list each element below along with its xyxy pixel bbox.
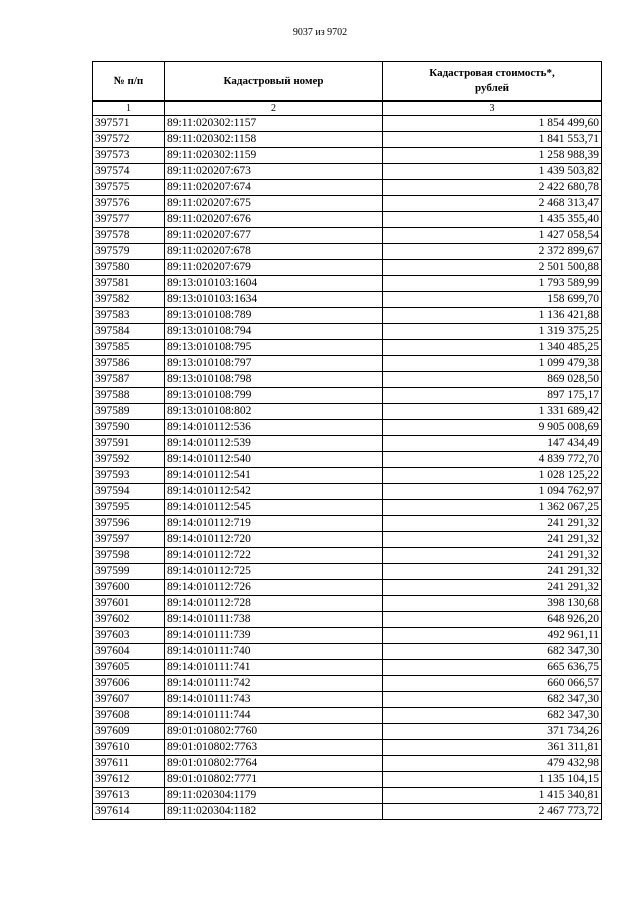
cadastral-number-cell: 89:11:020302:1157 xyxy=(165,116,383,132)
cadastral-number-cell: 89:14:010112:542 xyxy=(165,484,383,500)
table-row xyxy=(93,436,602,452)
row-number-cell: 397578 xyxy=(93,228,165,244)
row-number-cell: 397584 xyxy=(93,324,165,340)
cadastral-number-cell: 89:14:010111:744 xyxy=(165,708,383,724)
cadastral-value-cell: 492 961,11 xyxy=(383,628,602,644)
table-row xyxy=(93,452,602,468)
row-number-cell: 397608 xyxy=(93,708,165,724)
column-number-3: 3 xyxy=(383,101,602,116)
row-number-cell: 397585 xyxy=(93,340,165,356)
cadastral-number-cell: 89:14:010112:545 xyxy=(165,500,383,516)
cadastral-number-cell: 89:14:010112:726 xyxy=(165,580,383,596)
row-number-cell: 397579 xyxy=(93,244,165,260)
cadastral-value-cell: 1 841 553,71 xyxy=(383,132,602,148)
row-number-cell: 397611 xyxy=(93,756,165,772)
cadastral-number-cell: 89:14:010112:536 xyxy=(165,420,383,436)
table-row xyxy=(93,660,602,676)
cadastral-number-cell: 89:13:010108:799 xyxy=(165,388,383,404)
cadastral-number-cell: 89:01:010802:7771 xyxy=(165,772,383,788)
table-row xyxy=(93,644,602,660)
table-row xyxy=(93,132,602,148)
table-row xyxy=(93,628,602,644)
cadastral-number-cell: 89:13:010108:794 xyxy=(165,324,383,340)
cadastral-value-cell: 2 467 773,72 xyxy=(383,804,602,820)
cadastral-number-cell: 89:14:010112:728 xyxy=(165,596,383,612)
cadastral-number-cell: 89:14:010112:539 xyxy=(165,436,383,452)
cadastral-value-cell: 1 094 762,97 xyxy=(383,484,602,500)
row-number-cell: 397600 xyxy=(93,580,165,596)
table-row xyxy=(93,420,602,436)
cadastral-number-cell: 89:11:020207:678 xyxy=(165,244,383,260)
cadastral-number-cell: 89:14:010112:722 xyxy=(165,548,383,564)
row-number-cell: 397610 xyxy=(93,740,165,756)
cadastral-value-cell: 1 258 988,39 xyxy=(383,148,602,164)
table-row xyxy=(93,516,602,532)
cadastral-value-cell: 1 415 340,81 xyxy=(383,788,602,804)
column-number-1: 1 xyxy=(93,101,165,116)
row-number-cell: 397602 xyxy=(93,612,165,628)
row-number-cell: 397596 xyxy=(93,516,165,532)
cadastral-value-cell: 1 362 067,25 xyxy=(383,500,602,516)
cadastral-number-cell: 89:11:020302:1158 xyxy=(165,132,383,148)
table-row xyxy=(93,692,602,708)
table-row xyxy=(93,356,602,372)
cadastral-value-cell: 1 135 104,15 xyxy=(383,772,602,788)
table-row xyxy=(93,324,602,340)
row-number-cell: 397604 xyxy=(93,644,165,660)
table-body xyxy=(93,116,602,820)
table-row xyxy=(93,228,602,244)
cadastral-value-cell: 361 311,81 xyxy=(383,740,602,756)
cadastral-number-cell: 89:14:010111:742 xyxy=(165,676,383,692)
row-number-cell: 397583 xyxy=(93,308,165,324)
cadastral-value-cell: 241 291,32 xyxy=(383,548,602,564)
cadastral-value-cell: 1 340 485,25 xyxy=(383,340,602,356)
table-row xyxy=(93,500,602,516)
cadastral-number-cell: 89:13:010103:1604 xyxy=(165,276,383,292)
cadastral-value-cell: 241 291,32 xyxy=(383,564,602,580)
table-row xyxy=(93,532,602,548)
table-header-row xyxy=(93,62,602,102)
table-row xyxy=(93,580,602,596)
row-number-cell: 397592 xyxy=(93,452,165,468)
table-row xyxy=(93,388,602,404)
table-row xyxy=(93,708,602,724)
row-number-cell: 397586 xyxy=(93,356,165,372)
row-number-cell: 397613 xyxy=(93,788,165,804)
column-number-row xyxy=(93,101,602,116)
cadastral-number-cell: 89:13:010108:789 xyxy=(165,308,383,324)
row-number-cell: 397573 xyxy=(93,148,165,164)
cadastral-value-cell: 398 130,68 xyxy=(383,596,602,612)
row-number-cell: 397606 xyxy=(93,676,165,692)
row-number-cell: 397603 xyxy=(93,628,165,644)
cadastral-value-cell: 1 854 499,60 xyxy=(383,116,602,132)
cadastral-number-cell: 89:11:020302:1159 xyxy=(165,148,383,164)
row-number-cell: 397598 xyxy=(93,548,165,564)
row-number-cell: 397576 xyxy=(93,196,165,212)
cadastral-number-cell: 89:13:010108:802 xyxy=(165,404,383,420)
row-number-cell: 397572 xyxy=(93,132,165,148)
cadastral-number-cell: 89:14:010111:741 xyxy=(165,660,383,676)
row-number-cell: 397593 xyxy=(93,468,165,484)
table-row xyxy=(93,676,602,692)
cadastral-number-cell: 89:13:010103:1634 xyxy=(165,292,383,308)
cadastral-value-cell: 147 434,49 xyxy=(383,436,602,452)
cadastral-value-cell: 2 422 680,78 xyxy=(383,180,602,196)
row-number-cell: 397594 xyxy=(93,484,165,500)
row-number-cell: 397612 xyxy=(93,772,165,788)
cadastral-value-cell: 1 319 375,25 xyxy=(383,324,602,340)
row-number-cell: 397587 xyxy=(93,372,165,388)
table-row xyxy=(93,196,602,212)
table-row xyxy=(93,484,602,500)
table-row xyxy=(93,148,602,164)
cadastral-value-cell: 660 066,57 xyxy=(383,676,602,692)
row-number-cell: 397597 xyxy=(93,532,165,548)
cadastral-value-cell: 241 291,32 xyxy=(383,580,602,596)
cadastral-number-cell: 89:11:020207:676 xyxy=(165,212,383,228)
row-number-cell: 397574 xyxy=(93,164,165,180)
table-row xyxy=(93,724,602,740)
cadastral-value-cell: 158 699,70 xyxy=(383,292,602,308)
row-number-cell: 397582 xyxy=(93,292,165,308)
cadastral-number-cell: 89:01:010802:7764 xyxy=(165,756,383,772)
table-row xyxy=(93,372,602,388)
row-number-cell: 397575 xyxy=(93,180,165,196)
row-number-cell: 397580 xyxy=(93,260,165,276)
table-row xyxy=(93,308,602,324)
row-number-cell: 397577 xyxy=(93,212,165,228)
cadastral-value-cell: 665 636,75 xyxy=(383,660,602,676)
cadastral-number-cell: 89:14:010112:541 xyxy=(165,468,383,484)
cadastral-value-cell: 2 372 899,67 xyxy=(383,244,602,260)
table-row xyxy=(93,788,602,804)
cadastral-value-cell: 869 028,50 xyxy=(383,372,602,388)
table-row xyxy=(93,468,602,484)
row-number-cell: 397588 xyxy=(93,388,165,404)
table-row xyxy=(93,244,602,260)
cadastral-number-cell: 89:14:010111:738 xyxy=(165,612,383,628)
table-row xyxy=(93,260,602,276)
cadastral-number-cell: 89:11:020207:673 xyxy=(165,164,383,180)
table-row xyxy=(93,596,602,612)
table-row xyxy=(93,756,602,772)
column-number-2: 2 xyxy=(165,101,383,116)
page-counter: 9037 из 9702 xyxy=(292,27,348,38)
cadastral-number-cell: 89:14:010112:540 xyxy=(165,452,383,468)
cadastral-value-cell: 371 734,26 xyxy=(383,724,602,740)
table-row xyxy=(93,404,602,420)
cadastral-number-cell: 89:11:020304:1182 xyxy=(165,804,383,820)
cadastral-number-cell: 89:13:010108:795 xyxy=(165,340,383,356)
cadastral-number-cell: 89:01:010802:7760 xyxy=(165,724,383,740)
cadastral-value-cell: 648 926,20 xyxy=(383,612,602,628)
cadastral-value-cell: 1 136 421,88 xyxy=(383,308,602,324)
table-row xyxy=(93,564,602,580)
cadastral-number-cell: 89:14:010112:725 xyxy=(165,564,383,580)
row-number-cell: 397595 xyxy=(93,500,165,516)
table-row xyxy=(93,548,602,564)
cadastral-number-cell: 89:14:010111:743 xyxy=(165,692,383,708)
row-number-cell: 397609 xyxy=(93,724,165,740)
cadastral-value-cell: 1 331 689,42 xyxy=(383,404,602,420)
row-number-cell: 397605 xyxy=(93,660,165,676)
cadastral-number-cell: 89:13:010108:798 xyxy=(165,372,383,388)
row-number-cell: 397599 xyxy=(93,564,165,580)
cadastral-value-cell: 1 439 503,82 xyxy=(383,164,602,180)
cadastral-number-cell: 89:11:020207:677 xyxy=(165,228,383,244)
table-row xyxy=(93,804,602,820)
table-row xyxy=(93,276,602,292)
cadastral-number-cell: 89:14:010112:719 xyxy=(165,516,383,532)
table-row xyxy=(93,164,602,180)
cadastral-value-cell: 1 028 125,22 xyxy=(383,468,602,484)
row-number-cell: 397589 xyxy=(93,404,165,420)
cadastral-value-cell: 1 427 058,54 xyxy=(383,228,602,244)
table-row xyxy=(93,340,602,356)
cadastral-value-cell: 682 347,30 xyxy=(383,644,602,660)
row-number-cell: 397614 xyxy=(93,804,165,820)
header-cadastral-value xyxy=(383,62,602,102)
cadastral-value-cell: 1 435 355,40 xyxy=(383,212,602,228)
cadastral-value-cell: 9 905 008,69 xyxy=(383,420,602,436)
row-number-cell: 397571 xyxy=(93,116,165,132)
cadastral-number-cell: 89:14:010111:739 xyxy=(165,628,383,644)
cadastral-value-cell: 1 099 479,38 xyxy=(383,356,602,372)
cadastral-value-table xyxy=(92,61,602,820)
cadastral-number-cell: 89:14:010112:720 xyxy=(165,532,383,548)
cadastral-number-cell: 89:11:020207:674 xyxy=(165,180,383,196)
cadastral-value-cell: 2 468 313,47 xyxy=(383,196,602,212)
cadastral-value-cell: 241 291,32 xyxy=(383,516,602,532)
header-row-number: № п/п xyxy=(93,62,165,102)
table-row xyxy=(93,212,602,228)
table-row xyxy=(93,612,602,628)
table-row xyxy=(93,740,602,756)
cadastral-value-cell: 682 347,30 xyxy=(383,692,602,708)
table-row xyxy=(93,180,602,196)
row-number-cell: 397581 xyxy=(93,276,165,292)
cadastral-value-cell: 897 175,17 xyxy=(383,388,602,404)
cadastral-value-cell: 682 347,30 xyxy=(383,708,602,724)
header-cadastral-number: Кадастровый номер xyxy=(165,62,383,102)
cadastral-value-cell: 479 432,98 xyxy=(383,756,602,772)
row-number-cell: 397590 xyxy=(93,420,165,436)
cadastral-number-cell: 89:13:010108:797 xyxy=(165,356,383,372)
cadastral-number-cell: 89:11:020207:679 xyxy=(165,260,383,276)
cadastral-value-cell: 1 793 589,99 xyxy=(383,276,602,292)
cadastral-value-cell: 4 839 772,70 xyxy=(383,452,602,468)
row-number-cell: 397607 xyxy=(93,692,165,708)
table-row xyxy=(93,116,602,132)
table-row xyxy=(93,292,602,308)
cadastral-number-cell: 89:14:010111:740 xyxy=(165,644,383,660)
cadastral-number-cell: 89:11:020207:675 xyxy=(165,196,383,212)
cadastral-number-cell: 89:01:010802:7763 xyxy=(165,740,383,756)
table-row xyxy=(93,772,602,788)
cadastral-value-cell: 241 291,32 xyxy=(383,532,602,548)
row-number-cell: 397591 xyxy=(93,436,165,452)
cadastral-value-cell: 2 501 500,88 xyxy=(383,260,602,276)
header-cadastral-value-text: Кадастровая стоимость*, рублей xyxy=(429,67,555,94)
row-number-cell: 397601 xyxy=(93,596,165,612)
cadastral-number-cell: 89:11:020304:1179 xyxy=(165,788,383,804)
